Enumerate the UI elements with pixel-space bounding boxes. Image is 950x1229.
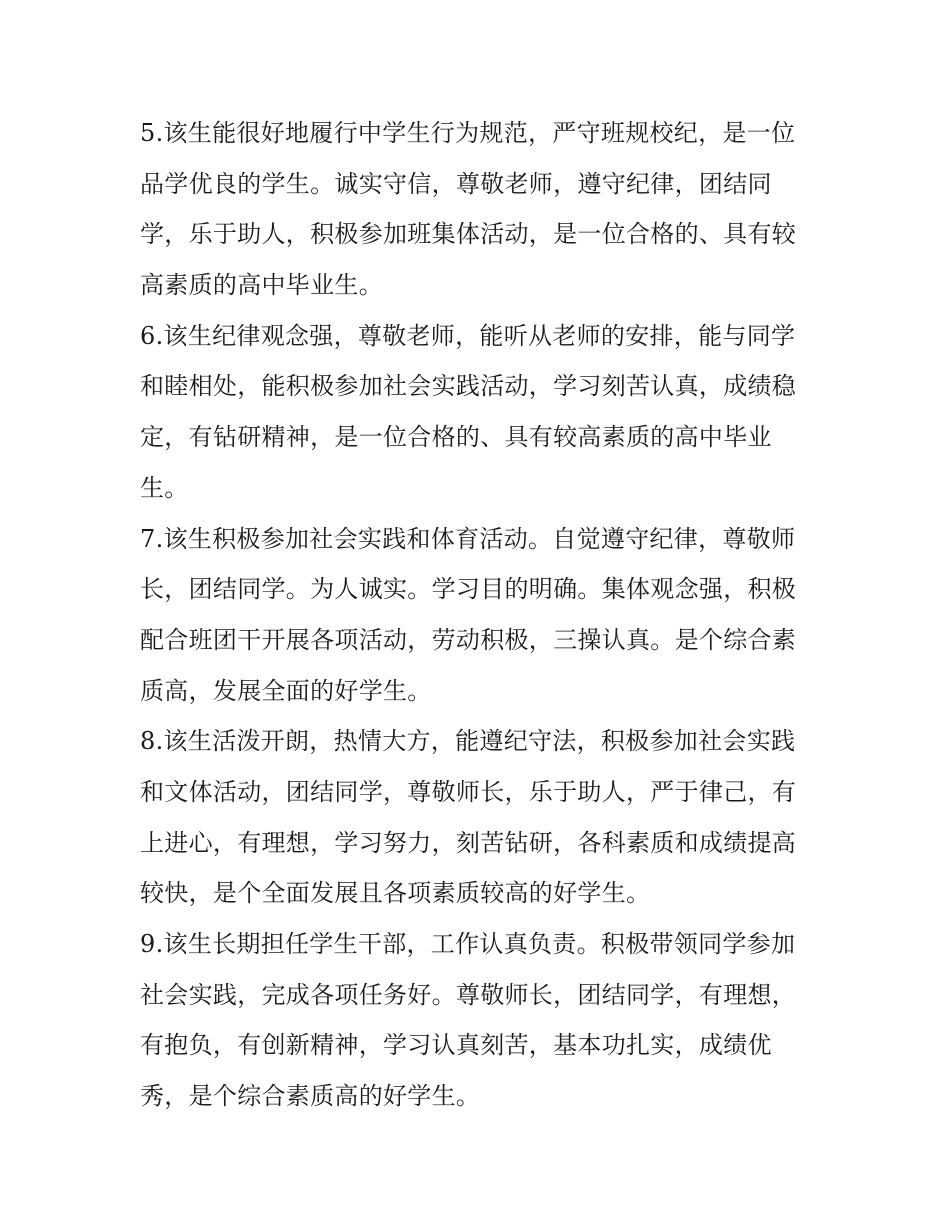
comment-paragraph-5 [140, 108, 820, 311]
paragraph-line: 和睦相处，能积极参加社会实践活动，学习刻苦认真，成绩稳 [140, 372, 797, 401]
paragraph-line: 较快，是个全面发展且各项素质较高的好学生。 [140, 879, 651, 908]
document-body [140, 108, 820, 1122]
paragraph-line: 8.该生活泼开朗，热情大方，能遵纪守法，积极参加社会实践 [140, 727, 796, 756]
paragraph-line: 秀，是个综合素质高的好学生。 [140, 1082, 481, 1111]
paragraph-line: 配合班团干开展各项活动，劳动积极，三操认真。是个综合素 [140, 625, 797, 654]
paragraph-line: 社会实践，完成各项任务好。尊敬师长，团结同学，有理想， [140, 980, 797, 1009]
paragraph-line: 上进心，有理想，学习努力，刻苦钻研，各科素质和成绩提高 [140, 828, 797, 857]
comment-paragraph-7 [140, 514, 820, 717]
paragraph-line: 生。 [140, 473, 189, 502]
paragraph-line: 品学优良的学生。诚实守信，尊敬老师，遵守纪律，团结同 [140, 169, 772, 198]
paragraph-line: 定，有钻研精神，是一位合格的、具有较高素质的高中毕业 [140, 423, 772, 452]
comment-paragraph-9 [140, 919, 820, 1122]
paragraph-line: 有抱负，有创新精神，学习认真刻苦，基本功扎实，成绩优 [140, 1031, 772, 1060]
paragraph-line: 长，团结同学。为人诚实。学习目的明确。集体观念强，积极 [140, 575, 797, 604]
paragraph-line: 9.该生长期担任学生干部，工作认真负责。积极带领同学参加 [140, 930, 796, 958]
paragraph-line: 高素质的高中毕业生。 [140, 271, 383, 300]
comment-paragraph-6 [140, 311, 820, 514]
paragraph-line: 6.该生纪律观念强，尊敬老师，能听从老师的安排，能与同学 [140, 321, 796, 350]
comment-paragraph-8 [140, 716, 820, 919]
paragraph-line: 和文体活动，团结同学，尊敬师长，乐于助人，严于律己，有 [140, 777, 797, 806]
paragraph-line: 7.该生积极参加社会实践和体育活动。自觉遵守纪律，尊敬师 [140, 524, 796, 553]
paragraph-line: 质高，发展全面的好学生。 [140, 676, 432, 705]
paragraph-line: 5.该生能很好地履行中学生行为规范，严守班规校纪，是一位 [140, 119, 796, 147]
paragraph-line: 学，乐于助人，积极参加班集体活动，是一位合格的、具有较 [140, 220, 797, 249]
